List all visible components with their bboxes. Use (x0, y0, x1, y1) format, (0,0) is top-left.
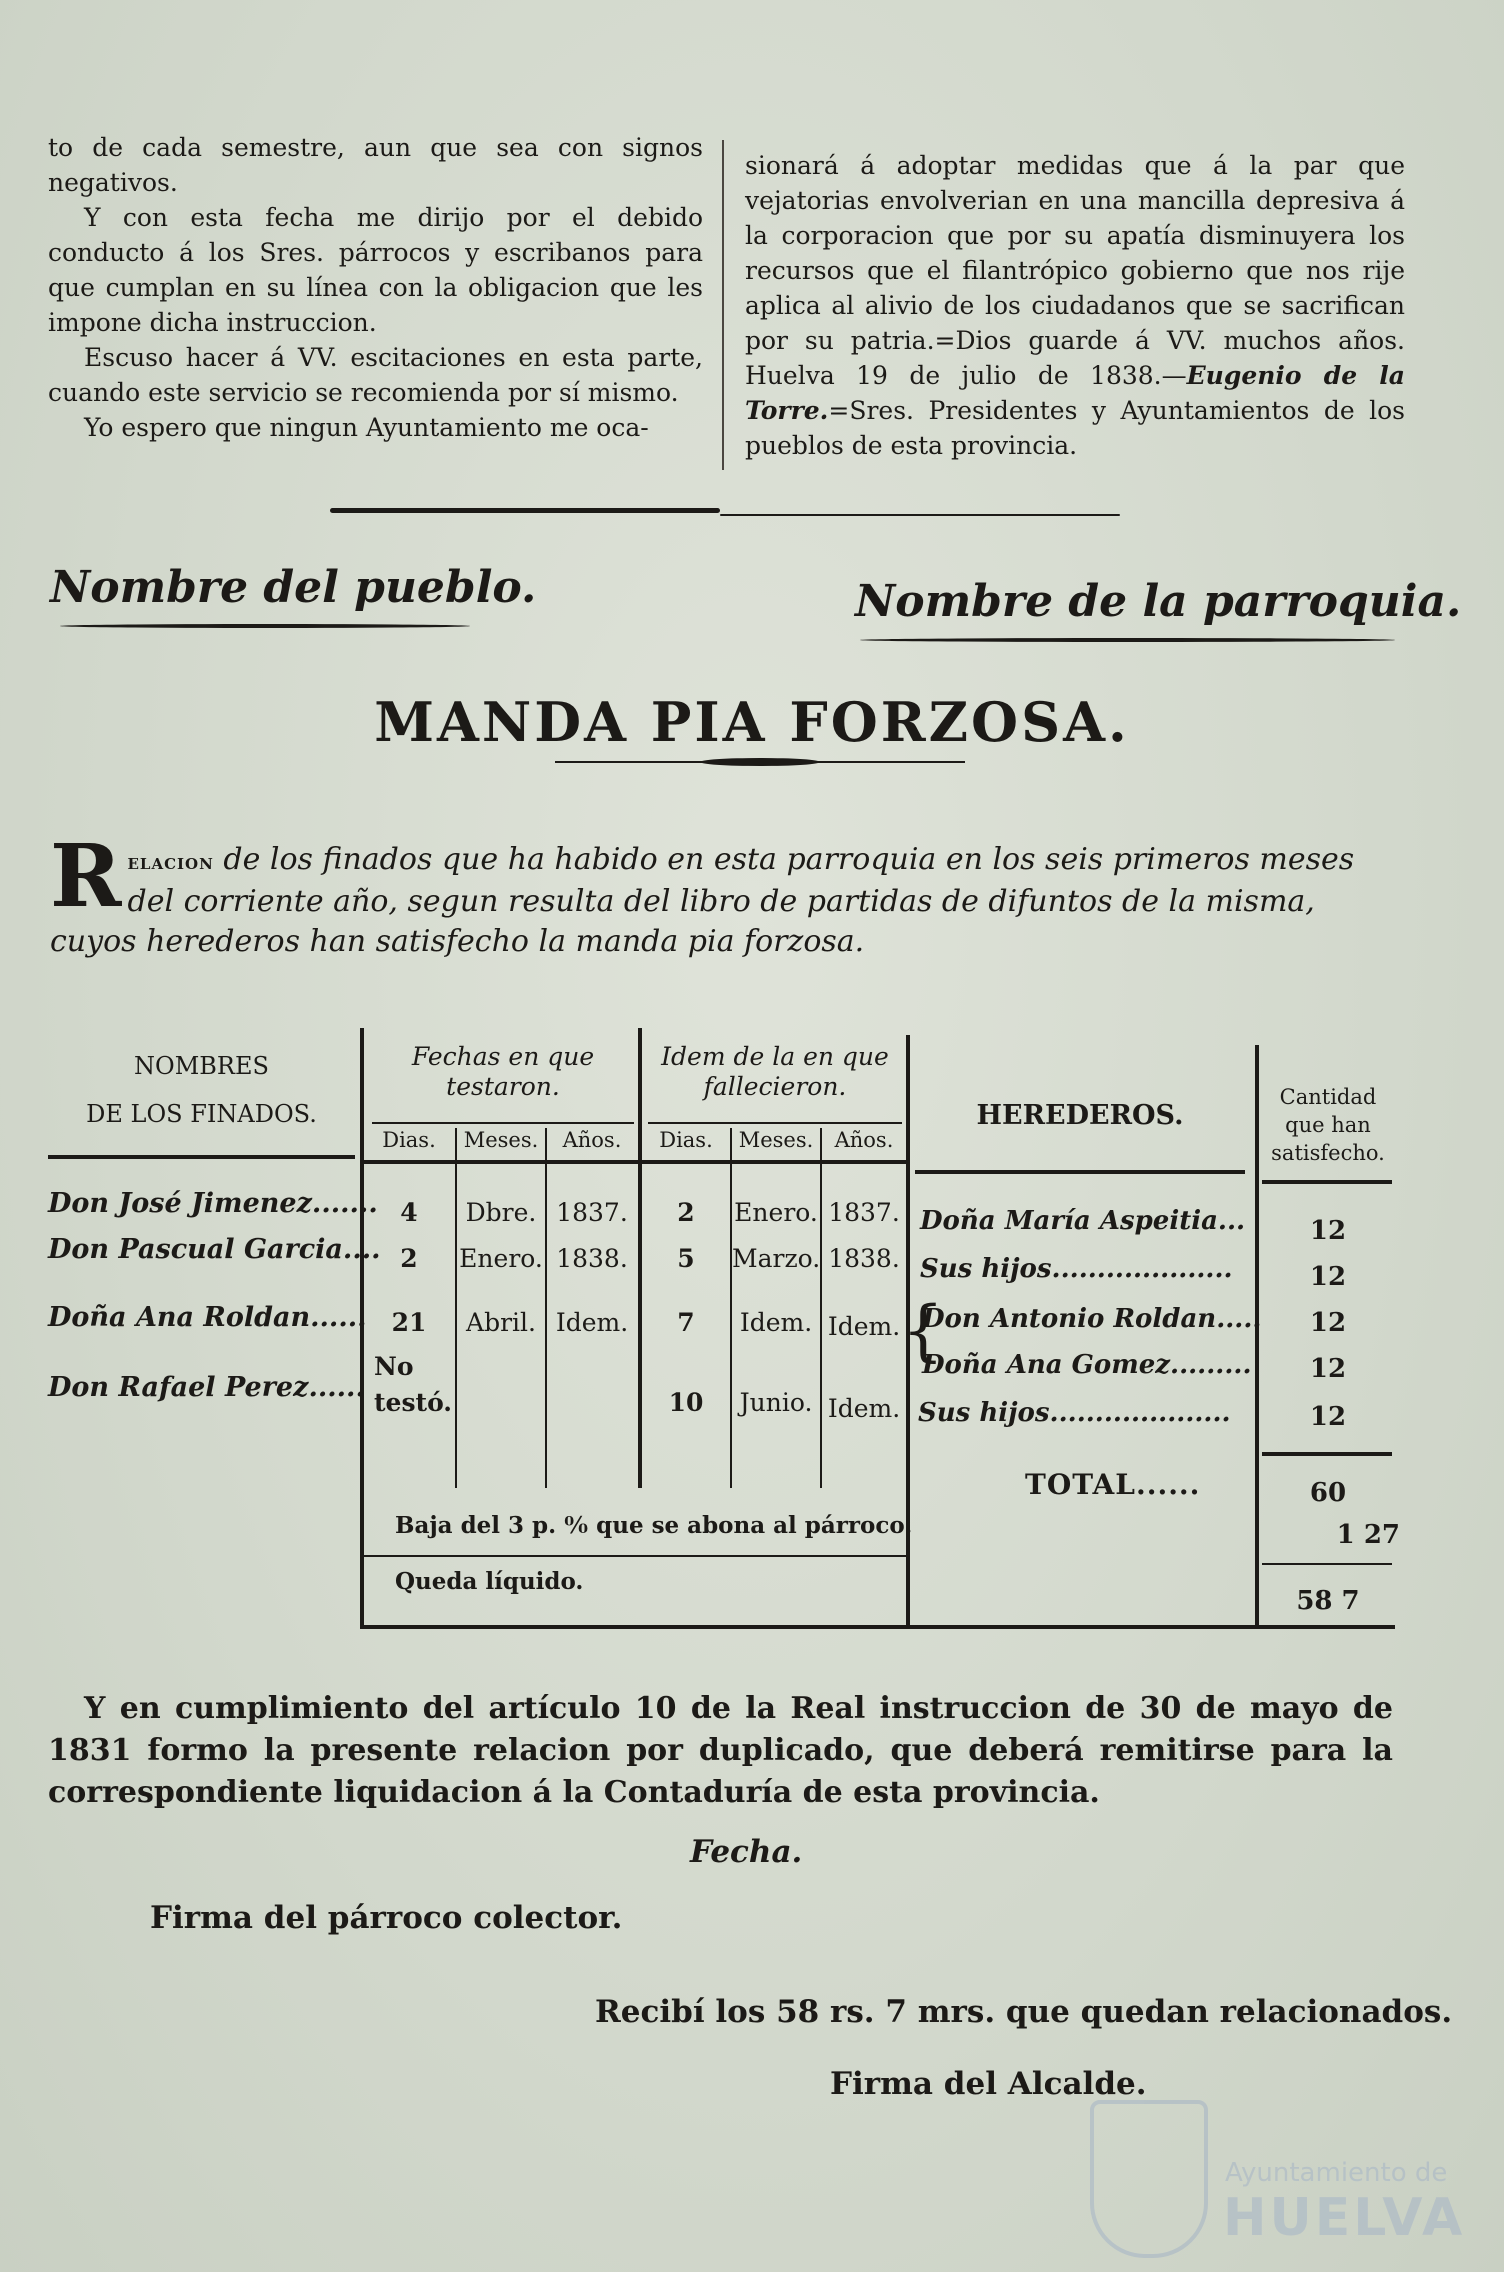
queda-value: 58 7 (1296, 1586, 1360, 1616)
heredero-5: Sus hijos.................... (918, 1398, 1231, 1428)
swash-pueblo (60, 624, 470, 628)
header-nombres-1: NOMBRES (134, 1052, 269, 1080)
vline-8 (1255, 1045, 1259, 1625)
qty-3: 12 (1309, 1308, 1347, 1338)
firma-alcalde: Firma del Alcalde. (830, 2066, 1147, 2102)
header-herederos: HEREDEROS. (976, 1100, 1184, 1131)
sub-anos-f: Años. (834, 1128, 894, 1152)
label-pueblo: Nombre del pueblo. (50, 562, 537, 613)
heredero-2: Sus hijos.................... (920, 1254, 1233, 1284)
vline-6 (820, 1128, 822, 1488)
row-3-f-mes: Idem. (739, 1308, 813, 1337)
row-3-name: Doña Ana Roldan...... (48, 1302, 367, 1333)
dropcap: R (50, 826, 122, 927)
row-1-name: Don José Jimenez....... (48, 1188, 378, 1219)
left-para-3: Escuso hacer á VV. escitaciones en esta parte, cuando este servicio se recomienda por sí mismo. (48, 343, 703, 407)
fecha-label: Fecha. (690, 1834, 803, 1870)
column-divider (722, 140, 724, 470)
row-1-f-mes: Enero. (734, 1198, 818, 1227)
row-2-name: Don Pascual Garcia.... (48, 1234, 381, 1265)
top-right-column (745, 148, 1405, 463)
top-left-column (48, 130, 703, 445)
row-1-t-mes: Dbre. (465, 1198, 537, 1227)
right-text-b: =Sres. Presidentes y Ayuntamientos de los pueblos de esta provincia. (745, 396, 1405, 460)
hline-subheaders (364, 1160, 906, 1164)
queda-label: Queda líquido. (395, 1568, 584, 1595)
sub-dias-t: Dias. (382, 1128, 436, 1152)
row-3-f-ano: Idem. (827, 1312, 901, 1341)
row-2-f-mes: Marzo. (732, 1244, 821, 1273)
shield-icon (1090, 2100, 1208, 2258)
left-para-4: Yo espero que ningun Ayuntamiento me oca- (84, 413, 649, 442)
row-2-t-mes: Enero. (459, 1244, 543, 1273)
relacion-paragraph (50, 826, 1400, 962)
qty-1: 12 (1309, 1216, 1347, 1246)
left-para-2: Y con esta fecha me dirijo por el debido conducto á los Sres. párrocos y escribanos para que cumplan en su línea con la obligacion que les impone dicha instruccion. (48, 203, 703, 337)
watermark-line1: Ayuntamiento de (1225, 2158, 1448, 2188)
hline-fallecieron (648, 1122, 902, 1124)
relacion-text: de los finados que ha habido en esta parroquia en los seis primeros meses del corriente año, segun resulta del libro de partidas de difuntos de la misma, cuyos herederos han satisfecho la manda pia forzosa. (50, 842, 1355, 959)
hline-baja (364, 1555, 906, 1557)
total-label: TOTAL...... (1025, 1468, 1201, 1501)
hline-testaron (372, 1122, 634, 1124)
ornament-rule-right (720, 514, 1120, 516)
row-4-t-no: No (374, 1352, 414, 1381)
qty-2: 12 (1309, 1262, 1347, 1292)
heredero-4: Doña Ana Gomez......... (922, 1350, 1252, 1380)
row-3-t-dia: 21 (391, 1308, 427, 1337)
label-parroquia: Nombre de la parroquia. (855, 576, 1462, 627)
sub-meses-t: Meses. (463, 1128, 539, 1152)
row-3-f-dia: 7 (677, 1308, 695, 1337)
row-2-t-dia: 2 (400, 1244, 418, 1273)
header-nombres-2: DE LOS FINADOS. (86, 1100, 317, 1128)
hline-baja-qty (1262, 1563, 1392, 1565)
hline-total (1262, 1452, 1392, 1456)
hline-cantidad (1262, 1180, 1392, 1184)
footer-paragraph: Y en cumplimiento del artículo 10 de la Real instruccion de 30 de mayo de 1831 formo la presente relacion por duplicado, que deberá remitirse para la correspondiente liquidacion á la Contaduría de esta provincia. (48, 1691, 1393, 1810)
swash-parroquia (860, 638, 1395, 642)
heredero-1: Doña María Aspeitia... (920, 1206, 1246, 1236)
row-4-f-mes: Junio. (739, 1388, 813, 1417)
header-testaron: Fechas en que testaron. (411, 1042, 595, 1101)
sub-anos-t: Años. (562, 1128, 622, 1152)
watermark-line2: HUELVA (1223, 2188, 1466, 2248)
row-1-t-dia: 4 (400, 1198, 418, 1227)
right-signer: Eugenio de la Torre. (745, 361, 1405, 425)
brace-roldan: { (902, 1292, 944, 1369)
row-1-f-dia: 2 (677, 1198, 695, 1227)
row-2-f-ano: 1838. (828, 1244, 900, 1273)
row-3-t-ano: Idem. (555, 1308, 629, 1337)
hline-bottom (360, 1625, 1395, 1629)
row-3-t-mes: Abril. (466, 1308, 536, 1337)
baja-label: Baja del 3 p. ⁰⁄₀ que se abona al párroco. (395, 1512, 913, 1539)
relacion-smallcaps: elacion (127, 849, 214, 875)
row-4-t-testo: testó. (374, 1388, 453, 1417)
header-fallecieron: Idem de la en que fallecieron. (661, 1042, 889, 1101)
baja-value: 1 27 (1336, 1520, 1400, 1550)
row-4-name: Don Rafael Perez...... (48, 1372, 365, 1403)
title: MANDA PIA FORZOSA. (374, 690, 1130, 754)
ornament-rule-left (330, 508, 720, 513)
recibi-text: Recibí los 58 rs. 7 mrs. que quedan relacionados. (595, 1994, 1453, 2030)
qty-4: 12 (1309, 1354, 1347, 1384)
row-2-t-ano: 1838. (556, 1244, 628, 1273)
row-1-f-ano: 1837. (828, 1198, 900, 1227)
heredero-3: Don Antonio Roldan..... (922, 1304, 1262, 1334)
sub-meses-f: Meses. (738, 1128, 814, 1152)
row-1-t-ano: 1837. (556, 1198, 628, 1227)
row-4-f-ano: Idem. (827, 1394, 901, 1423)
hline-nombres (48, 1155, 355, 1159)
total-value: 60 (1309, 1478, 1347, 1508)
sub-dias-f: Dias. (659, 1128, 713, 1152)
right-text-a: sionará á adoptar medidas que á la par que vejatorias envolverian en una mancilla depresiva á la corporacion que por su apatía disminuyera los recursos que el filantrópico gobierno que nos rije aplica al alivio de los ciudadanos que se sacrifican por su patria.=Dios guarde á VV. muchos años. Huelva 19 de julio de 1838.— (745, 151, 1405, 390)
left-para-1: to de cada semestre, aun que sea con signos negativos. (48, 133, 703, 197)
hline-herederos (915, 1170, 1245, 1174)
firma-parroco: Firma del párroco colector. (150, 1900, 623, 1936)
title-ornament (555, 758, 965, 766)
row-4-f-dia: 10 (668, 1388, 704, 1417)
header-cantidad: Cantidad que han satisfecho. (1271, 1085, 1385, 1165)
row-2-f-dia: 5 (677, 1244, 695, 1273)
qty-5: 12 (1309, 1402, 1347, 1432)
